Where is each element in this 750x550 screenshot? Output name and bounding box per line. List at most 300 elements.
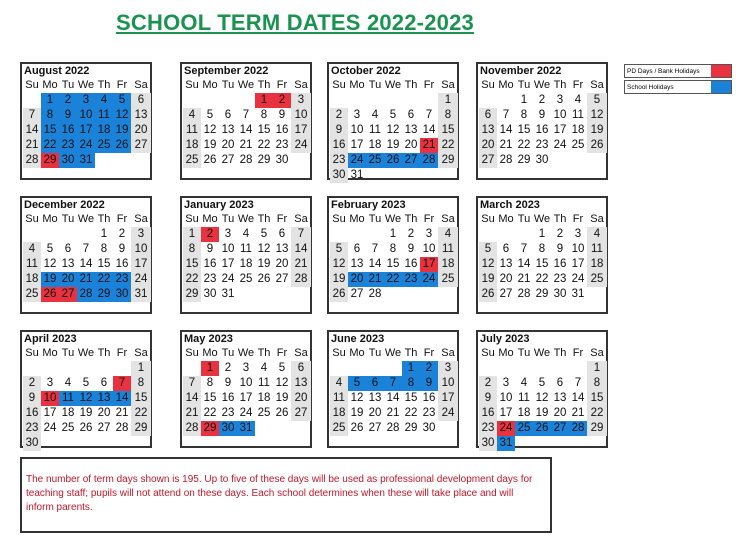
page-title: SCHOOL TERM DATES 2022-2023: [116, 10, 474, 35]
weekend-cell: 8: [438, 108, 458, 123]
weekday-label: Tu: [61, 213, 75, 225]
holiday-cell: 22: [95, 272, 113, 287]
weekend-cell: 13: [131, 108, 151, 123]
day-cell: 17: [221, 258, 235, 270]
day-cell: 16: [422, 392, 436, 404]
weekend-cell: 3: [438, 361, 458, 376]
empty-cell: [23, 93, 41, 108]
weekday-label: We: [237, 79, 255, 91]
weekend-cell: 16: [23, 406, 41, 421]
month-march-2023: [476, 196, 608, 314]
weekday-header: [330, 346, 458, 360]
weekend-cell: 17: [291, 123, 311, 138]
weekday-label: Su: [185, 213, 199, 225]
day-cell: 11: [258, 377, 270, 389]
weekend-cell: 10: [291, 108, 311, 123]
day-cell: 17: [239, 392, 253, 404]
day-cell: 9: [278, 109, 286, 121]
day-cell: 16: [404, 258, 418, 270]
holiday-cell: 14: [113, 391, 131, 406]
weekday-label: We: [384, 213, 402, 225]
day-cell: 8: [520, 109, 528, 121]
holiday-cell: 25: [515, 421, 533, 436]
weekend-cell: 18: [438, 257, 458, 272]
pd-day-cell: 10: [41, 391, 59, 406]
day-cell: 5: [260, 228, 268, 240]
holiday-cell: 28: [569, 421, 587, 436]
weekday-label: Su: [185, 79, 199, 91]
day-grid: [330, 93, 458, 183]
weekday-label: Mo: [42, 347, 58, 359]
weekday-label: Th: [97, 347, 111, 359]
month-october-2022: [327, 62, 459, 180]
weekday-label: Mo: [349, 213, 365, 225]
weekend-cell: 14: [183, 391, 201, 406]
month-september-2022: [180, 62, 312, 180]
day-cell: 28: [115, 422, 129, 434]
day-cell: 13: [61, 258, 75, 270]
weekday-label: Su: [185, 347, 199, 359]
day-cell: 2: [407, 228, 415, 240]
empty-cell: [497, 227, 515, 242]
day-cell: 28: [499, 154, 513, 166]
month-name: September 2022: [184, 65, 269, 77]
legend-item-pd-days: [624, 64, 732, 78]
day-cell: 30: [275, 154, 289, 166]
weekday-label: Tu: [517, 213, 531, 225]
day-cell: 6: [407, 109, 415, 121]
day-cell: 17: [571, 258, 585, 270]
weekday-label: Th: [257, 347, 271, 359]
day-cell: 29: [404, 422, 418, 434]
day-cell: 21: [239, 139, 253, 151]
day-cell: 16: [221, 392, 235, 404]
day-cell: 23: [221, 407, 235, 419]
weekday-label: Mo: [202, 79, 218, 91]
day-cell: 28: [386, 422, 400, 434]
weekend-cell: 7: [183, 376, 201, 391]
weekend-cell: 25: [330, 421, 348, 436]
day-cell: 27: [275, 273, 289, 285]
day-cell: 24: [239, 407, 253, 419]
month-name: February 2023: [331, 199, 406, 211]
day-cell: 23: [203, 273, 217, 285]
holiday-cell: 3: [77, 93, 95, 108]
weekend-cell: 19: [479, 272, 497, 287]
month-february-2023: [327, 196, 459, 314]
day-cell: 7: [502, 109, 510, 121]
weekday-header: [183, 212, 311, 226]
weekend-cell: 15: [183, 257, 201, 272]
empty-cell: [551, 361, 569, 376]
day-cell: 13: [350, 258, 364, 270]
holiday-cell: 8: [41, 108, 59, 123]
pd-day-cell: 27: [59, 287, 77, 302]
month-name: March 2023: [480, 199, 540, 211]
holiday-cell: 5: [348, 376, 366, 391]
holiday-cell: 18: [95, 123, 113, 138]
holiday-cell: 26: [533, 421, 551, 436]
weekend-cell: 25: [183, 153, 201, 168]
day-cell: 10: [422, 243, 436, 255]
weekday-label: Su: [332, 347, 346, 359]
empty-cell: [330, 93, 348, 108]
day-cell: 30: [203, 288, 217, 300]
weekday-label: Fr: [116, 79, 128, 91]
weekend-cell: 18: [23, 272, 41, 287]
day-cell: 14: [422, 124, 436, 136]
day-cell: 17: [43, 407, 57, 419]
holiday-cell: 4: [95, 93, 113, 108]
day-cell: 7: [520, 243, 528, 255]
day-cell: 25: [571, 139, 585, 151]
day-cell: 20: [97, 407, 111, 419]
day-grid: [183, 361, 311, 436]
day-grid: [23, 93, 151, 168]
day-cell: 12: [350, 392, 364, 404]
day-cell: 13: [404, 124, 418, 136]
holiday-cell: 11: [95, 108, 113, 123]
weekday-label: We: [533, 347, 551, 359]
weekday-label: Th: [257, 213, 271, 225]
day-cell: 6: [556, 377, 564, 389]
weekend-cell: 18: [183, 138, 201, 153]
month-name: April 2023: [24, 333, 77, 345]
day-cell: 7: [242, 109, 250, 121]
day-cell: 6: [502, 243, 510, 255]
day-cell: 27: [368, 422, 382, 434]
empty-cell: [183, 361, 201, 376]
month-november-2022: [476, 62, 608, 180]
weekend-cell: 4: [587, 227, 607, 242]
day-cell: 9: [407, 243, 415, 255]
holiday-cell: 27: [402, 153, 420, 168]
holiday-cell: 9: [420, 376, 438, 391]
holiday-cell: 31: [497, 436, 515, 451]
empty-cell: [515, 361, 533, 376]
day-cell: 26: [79, 422, 93, 434]
holiday-cell: 24: [77, 138, 95, 153]
day-cell: 11: [572, 109, 584, 121]
day-cell: 3: [556, 94, 564, 106]
weekend-cell: 8: [183, 242, 201, 257]
weekday-label: Su: [481, 213, 495, 225]
weekend-cell: 19: [330, 272, 348, 287]
day-cell: 14: [79, 258, 93, 270]
day-cell: 19: [535, 407, 549, 419]
legend-label: PD Days / Bank Holidays: [627, 68, 700, 75]
day-cell: 11: [369, 124, 381, 136]
weekday-label: Fr: [423, 79, 435, 91]
weekend-cell: 2: [330, 108, 348, 123]
empty-cell: [366, 227, 384, 242]
day-cell: 15: [203, 392, 217, 404]
weekend-cell: 1: [131, 361, 151, 376]
day-cell: 4: [574, 94, 582, 106]
holiday-cell: 31: [237, 421, 255, 436]
day-cell: 26: [203, 154, 217, 166]
weekday-label: Mo: [498, 347, 514, 359]
empty-cell: [497, 93, 515, 108]
weekend-cell: 11: [330, 391, 348, 406]
weekday-label: Tu: [221, 347, 235, 359]
day-cell: 15: [97, 258, 111, 270]
weekend-cell: 18: [587, 257, 607, 272]
weekend-cell: 24: [438, 406, 458, 421]
day-cell: 23: [535, 139, 549, 151]
weekday-label: Sa: [590, 347, 604, 359]
weekend-cell: 29: [183, 287, 201, 302]
holiday-cell: 7: [384, 376, 402, 391]
empty-cell: [41, 361, 59, 376]
weekend-cell: 8: [587, 376, 607, 391]
weekday-label: Su: [481, 79, 495, 91]
day-cell: 28: [368, 288, 382, 300]
day-cell: 6: [100, 377, 108, 389]
empty-cell: [77, 227, 95, 242]
weekday-label: Sa: [134, 79, 148, 91]
day-cell: 25: [61, 422, 75, 434]
weekday-label: Sa: [294, 347, 308, 359]
day-cell: 18: [61, 407, 75, 419]
day-cell: 21: [115, 407, 129, 419]
day-cell: 25: [239, 273, 253, 285]
day-cell: 5: [278, 362, 286, 374]
day-cell: 15: [517, 124, 531, 136]
weekend-cell: 9: [23, 391, 41, 406]
day-cell: 29: [517, 154, 531, 166]
month-june-2023: [327, 330, 459, 448]
day-cell: 18: [368, 139, 382, 151]
day-cell: 1: [538, 228, 546, 240]
weekend-cell: 13: [479, 123, 497, 138]
weekday-label: Tu: [368, 213, 382, 225]
empty-cell: [59, 227, 77, 242]
day-cell: 30: [553, 288, 567, 300]
day-cell: 3: [425, 228, 433, 240]
holiday-cell: 21: [366, 272, 384, 287]
weekend-cell: 27: [479, 153, 497, 168]
day-cell: 4: [242, 228, 250, 240]
legend: [624, 64, 732, 96]
weekday-label: Sa: [590, 213, 604, 225]
day-cell: 8: [538, 243, 546, 255]
pd-day-cell: 17: [420, 257, 438, 272]
weekday-label: Tu: [517, 79, 531, 91]
pd-day-cell: 1: [201, 361, 219, 376]
empty-cell: [384, 93, 402, 108]
day-cell: 20: [275, 258, 289, 270]
holiday-cell: 20: [348, 272, 366, 287]
holiday-cell: 19: [41, 272, 59, 287]
day-cell: 17: [553, 124, 567, 136]
day-cell: 6: [278, 228, 286, 240]
day-cell: 27: [499, 288, 513, 300]
day-cell: 23: [422, 407, 436, 419]
day-cell: 12: [203, 124, 217, 136]
weekend-cell: 15: [587, 391, 607, 406]
weekend-cell: 25: [587, 272, 607, 287]
day-cell: 10: [571, 243, 585, 255]
weekday-label: Sa: [294, 79, 308, 91]
holiday-cell: 11: [59, 391, 77, 406]
weekday-label: Sa: [294, 213, 308, 225]
holiday-cell: 21: [77, 272, 95, 287]
month-name: October 2022: [331, 65, 401, 77]
weekend-cell: 26: [479, 287, 497, 302]
legend-item-school-holidays: [624, 80, 732, 94]
day-cell: 20: [553, 407, 567, 419]
day-cell: 21: [499, 139, 513, 151]
weekend-cell: 21: [291, 257, 311, 272]
day-cell: 14: [517, 258, 531, 270]
weekend-cell: 14: [23, 123, 41, 138]
weekend-cell: 4: [330, 376, 348, 391]
weekday-label: Mo: [42, 213, 58, 225]
day-cell: 27: [350, 288, 364, 300]
day-cell: 13: [553, 392, 567, 404]
day-cell: 22: [257, 139, 271, 151]
holiday-cell: 10: [77, 108, 95, 123]
holiday-cell: 2: [59, 93, 77, 108]
weekday-label: We: [77, 213, 95, 225]
weekday-label: Th: [553, 79, 567, 91]
weekday-label: Fr: [423, 347, 435, 359]
day-cell: 18: [517, 407, 531, 419]
month-name: August 2022: [24, 65, 90, 77]
day-cell: 6: [224, 109, 232, 121]
day-cell: 9: [206, 243, 214, 255]
holiday-cell: 16: [59, 123, 77, 138]
day-grid: [23, 227, 151, 302]
weekday-label: We: [237, 213, 255, 225]
day-cell: 2: [224, 362, 232, 374]
day-cell: 12: [535, 392, 549, 404]
weekday-label: Mo: [349, 79, 365, 91]
day-cell: 3: [353, 109, 361, 121]
weekend-cell: 23: [23, 421, 41, 436]
day-cell: 3: [502, 377, 510, 389]
weekend-cell: 23: [479, 421, 497, 436]
month-july-2023: [476, 330, 608, 448]
day-cell: 18: [239, 258, 253, 270]
weekend-cell: 25: [438, 272, 458, 287]
day-cell: 8: [100, 243, 108, 255]
day-cell: 31: [221, 288, 235, 300]
weekend-cell: 15: [438, 123, 458, 138]
day-cell: 15: [386, 258, 400, 270]
weekend-cell: 28: [183, 421, 201, 436]
holiday-cell: 23: [402, 272, 420, 287]
day-cell: 8: [260, 109, 268, 121]
empty-cell: [41, 227, 59, 242]
empty-cell: [330, 361, 348, 376]
holiday-cell: 25: [95, 138, 113, 153]
day-cell: 16: [203, 258, 217, 270]
weekday-label: We: [77, 347, 95, 359]
weekday-label: Mo: [42, 79, 58, 91]
weekend-cell: 12: [330, 257, 348, 272]
weekday-header: [330, 212, 458, 226]
weekend-cell: 27: [291, 406, 311, 421]
weekend-cell: 17: [438, 391, 458, 406]
day-cell: 17: [350, 139, 364, 151]
weekend-cell: 9: [479, 391, 497, 406]
month-name: January 2023: [184, 199, 254, 211]
pd-day-cell: 29: [41, 153, 59, 168]
weekday-header: [23, 212, 151, 226]
day-cell: 22: [517, 139, 531, 151]
day-cell: 12: [257, 243, 271, 255]
weekday-label: Fr: [276, 213, 288, 225]
day-cell: 4: [64, 377, 72, 389]
weekend-cell: 29: [438, 153, 458, 168]
weekday-label: Tu: [221, 79, 235, 91]
day-cell: 12: [386, 124, 400, 136]
day-cell: 29: [535, 288, 549, 300]
day-cell: 14: [368, 258, 382, 270]
weekend-cell: 4: [23, 242, 41, 257]
day-cell: 24: [43, 422, 57, 434]
day-cell: 23: [553, 273, 567, 285]
holiday-cell: 17: [77, 123, 95, 138]
day-cell: 4: [520, 377, 528, 389]
weekend-cell: 6: [131, 93, 151, 108]
weekday-header: [330, 78, 458, 92]
day-cell: 4: [260, 362, 268, 374]
weekend-cell: 28: [291, 272, 311, 287]
pd-day-cell: 1: [255, 93, 273, 108]
weekday-header: [23, 346, 151, 360]
empty-cell: [183, 93, 201, 108]
day-cell: 8: [389, 243, 397, 255]
day-cell: 14: [239, 124, 253, 136]
month-may-2023: [180, 330, 312, 448]
weekend-cell: 13: [291, 376, 311, 391]
weekday-label: We: [533, 213, 551, 225]
holiday-cell: 20: [59, 272, 77, 287]
weekend-cell: 1: [587, 361, 607, 376]
weekday-label: Sa: [441, 213, 455, 225]
month-january-2023: [180, 196, 312, 314]
weekend-cell: 20: [131, 123, 151, 138]
day-cell: 7: [574, 377, 582, 389]
holiday-cell: 1: [41, 93, 59, 108]
day-cell: 22: [203, 407, 217, 419]
day-grid: [330, 361, 458, 436]
weekday-label: Fr: [116, 347, 128, 359]
day-cell: 16: [115, 258, 129, 270]
day-cell: 22: [404, 407, 418, 419]
day-cell: 13: [368, 392, 382, 404]
weekend-cell: 6: [479, 108, 497, 123]
holiday-cell: 27: [551, 421, 569, 436]
day-cell: 21: [386, 407, 400, 419]
day-grid: [479, 93, 607, 168]
day-cell: 27: [221, 154, 235, 166]
holiday-cell: 8: [402, 376, 420, 391]
weekend-cell: 24: [291, 138, 311, 153]
month-name: June 2023: [331, 333, 385, 345]
pd-day-cell: 26: [41, 287, 59, 302]
weekday-label: Th: [553, 213, 567, 225]
weekend-cell: 1: [438, 93, 458, 108]
pd-day-cell: 21: [420, 138, 438, 153]
month-august-2022: [20, 62, 152, 180]
weekday-label: Tu: [368, 79, 382, 91]
day-cell: 15: [404, 392, 418, 404]
day-cell: 10: [221, 243, 235, 255]
